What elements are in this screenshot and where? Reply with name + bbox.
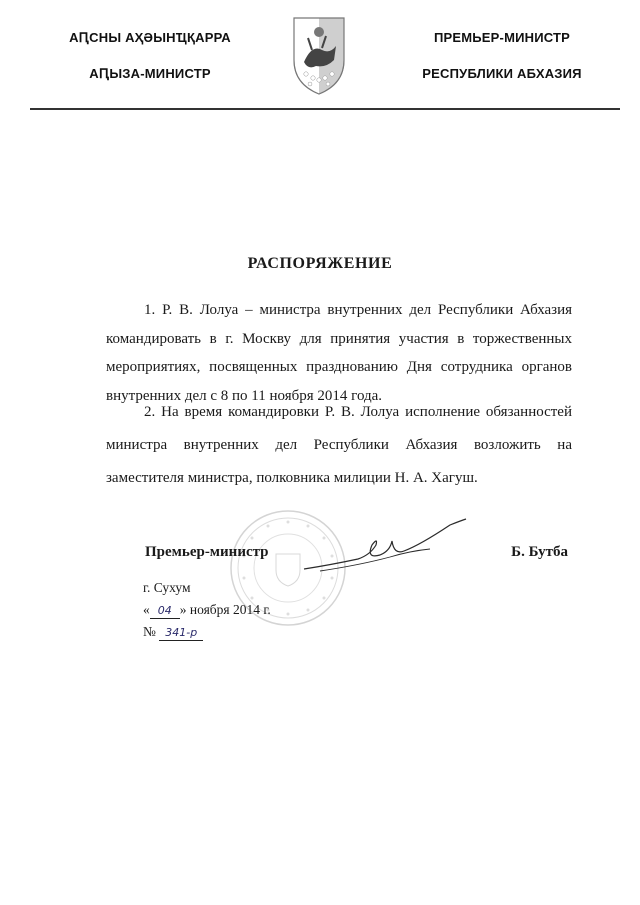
header-left-line1: АԤСНЫ АҲӘЫНҴҚАРРА bbox=[69, 30, 231, 45]
date-day: 04 bbox=[150, 604, 180, 619]
date-open-quote: « bbox=[143, 602, 150, 617]
header-left-line2: АԤЫЗА-МИНИСТР bbox=[89, 66, 211, 81]
paragraph-2: 2. На время командировки Р. В. Лолуа исполнение обязанностей министра внутренних дел Республики Абхазия возложить на заместителя министра, полковника милиции Н. А. Хагуш. bbox=[106, 404, 572, 486]
number-label: № bbox=[143, 624, 156, 639]
handwritten-signature bbox=[300, 515, 470, 585]
document-title: РАСПОРЯЖЕНИЕ bbox=[247, 255, 393, 272]
date-close-quote: » bbox=[179, 602, 187, 617]
signatory-name: Б. Бутба bbox=[511, 544, 568, 560]
header-right-line1: ПРЕМЬЕР-МИНИСТР bbox=[433, 30, 571, 45]
header-divider bbox=[30, 108, 620, 110]
number-value: 341-р bbox=[159, 626, 203, 641]
paragraph-1: 1. Р. В. Лолуа – министра внутренних дел Республики Абхазия командировать в г. Москву для принятия участия в торжественных мероприятиях, посвященных празднованию Дня сотрудника органов внутренних дел с 8 по 11 ноября 2014 года. bbox=[106, 302, 572, 404]
signatory-role: Премьер-министр bbox=[145, 544, 269, 560]
coat-of-arms-icon bbox=[290, 14, 348, 96]
header-right-line2: РЕСПУБЛИКИ АБХАЗИЯ bbox=[422, 66, 582, 81]
document-number bbox=[143, 624, 203, 641]
issue-date bbox=[143, 602, 271, 619]
date-month-year: ноября 2014 г. bbox=[189, 602, 271, 617]
issue-city: г. Сухум bbox=[143, 580, 191, 595]
